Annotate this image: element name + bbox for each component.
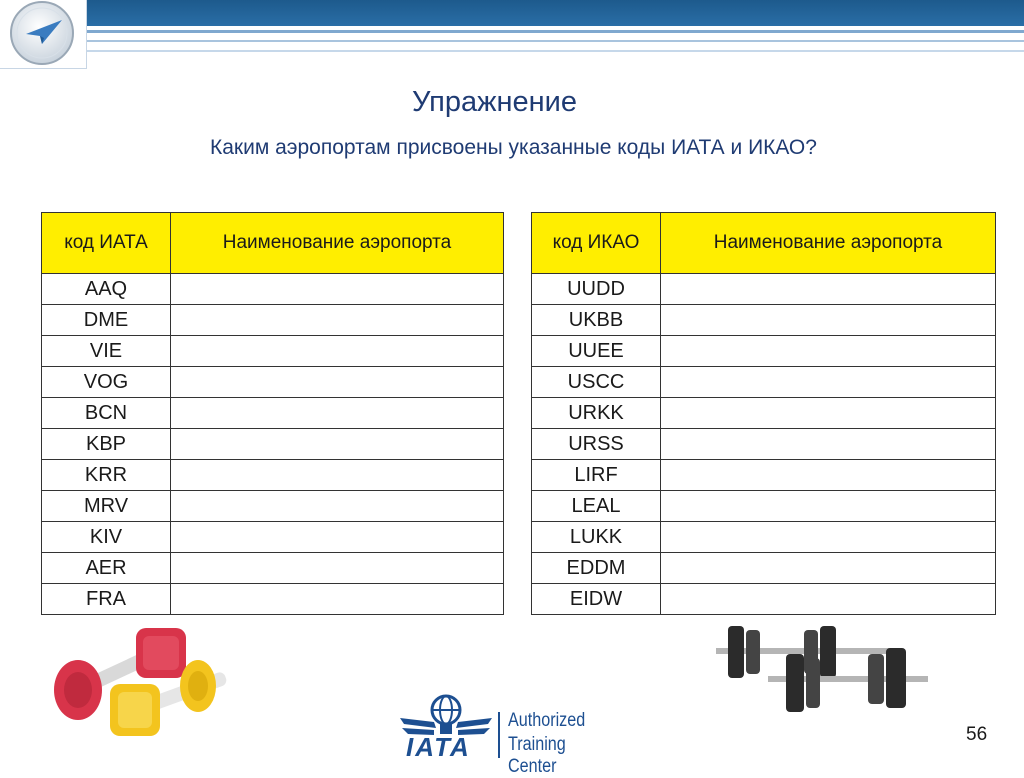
iata-code-cell: KBP	[42, 429, 171, 460]
slide-subtitle: Каким аэропортам присвоены указанные коды ИАТА и ИКАО?	[210, 136, 817, 159]
table-row	[42, 398, 504, 429]
icao-code-cell: EDDM	[532, 553, 661, 584]
icao-code-table	[531, 212, 996, 615]
airport-name-cell	[171, 398, 504, 429]
header-icao-code: код ИКАО	[532, 213, 661, 274]
table-row	[532, 336, 996, 367]
table-row	[42, 274, 504, 305]
corner-logo	[0, 0, 87, 69]
iata-code-cell: DME	[42, 305, 171, 336]
icao-code-cell: LEAL	[532, 491, 661, 522]
table-row	[532, 367, 996, 398]
icao-code-cell: LUKK	[532, 522, 661, 553]
paper-plane-icon	[2, 0, 84, 68]
table-row	[532, 398, 996, 429]
airport-name-cell	[661, 367, 996, 398]
airport-name-cell	[661, 553, 996, 584]
table-row	[42, 553, 504, 584]
iata-code-cell: AER	[42, 553, 171, 584]
iata-code-table	[41, 212, 504, 615]
logo-line-training-center: Training Center	[508, 734, 566, 777]
table-row	[532, 460, 996, 491]
table-row	[532, 584, 996, 615]
icao-code-cell: EIDW	[532, 584, 661, 615]
icao-code-cell: LIRF	[532, 460, 661, 491]
airport-name-cell	[661, 460, 996, 491]
iata-code-cell: KRR	[42, 460, 171, 491]
header-stripe	[86, 30, 1024, 33]
airport-name-cell	[661, 398, 996, 429]
iata-logo	[396, 688, 626, 777]
iata-wordmark: IATA	[406, 732, 471, 762]
page-number: 56	[966, 724, 988, 745]
icao-code-cell: UUEE	[532, 336, 661, 367]
airport-name-cell	[171, 522, 504, 553]
iata-code-cell: VIE	[42, 336, 171, 367]
header-dark-band	[86, 0, 1024, 26]
slide-title: Упражнение	[412, 86, 577, 118]
airport-name-cell	[661, 584, 996, 615]
table-row	[42, 336, 504, 367]
table-row	[42, 491, 504, 522]
table-row	[532, 274, 996, 305]
icao-code-cell: URKK	[532, 398, 661, 429]
logo-line-authorized: Authorized	[508, 710, 586, 731]
airport-name-cell	[171, 553, 504, 584]
iata-code-cell: AAQ	[42, 274, 171, 305]
dumbbells-image	[48, 622, 228, 742]
table-row	[532, 491, 996, 522]
airport-name-cell	[661, 305, 996, 336]
table-row	[42, 367, 504, 398]
table-row	[532, 429, 996, 460]
barbells-image	[708, 618, 928, 728]
header-airport-name: Наименование аэропорта	[661, 213, 996, 274]
airport-name-cell	[661, 274, 996, 305]
table-row	[42, 429, 504, 460]
iata-code-cell: MRV	[42, 491, 171, 522]
airport-name-cell	[661, 336, 996, 367]
airport-name-cell	[171, 336, 504, 367]
airport-name-cell	[171, 584, 504, 615]
airport-name-cell	[661, 522, 996, 553]
table-row	[532, 553, 996, 584]
table-row	[42, 522, 504, 553]
header-iata-code: код ИАТА	[42, 213, 171, 274]
table-row	[532, 305, 996, 336]
icao-code-cell: USCC	[532, 367, 661, 398]
airport-name-cell	[171, 491, 504, 522]
airport-name-cell	[661, 491, 996, 522]
header-stripe	[86, 50, 1024, 52]
iata-code-cell: VOG	[42, 367, 171, 398]
header-stripe	[86, 40, 1024, 42]
iata-code-cell: KIV	[42, 522, 171, 553]
table-row	[42, 584, 504, 615]
icao-code-cell: URSS	[532, 429, 661, 460]
table-row	[532, 522, 996, 553]
iata-code-cell: FRA	[42, 584, 171, 615]
header-airport-name: Наименование аэропорта	[171, 213, 504, 274]
airport-name-cell	[171, 274, 504, 305]
airport-name-cell	[171, 460, 504, 491]
airport-name-cell	[661, 429, 996, 460]
airport-name-cell	[171, 429, 504, 460]
airport-name-cell	[171, 305, 504, 336]
airport-name-cell	[171, 367, 504, 398]
icao-code-cell: UUDD	[532, 274, 661, 305]
table-row	[42, 305, 504, 336]
table-row	[42, 460, 504, 491]
icao-code-cell: UKBB	[532, 305, 661, 336]
iata-code-cell: BCN	[42, 398, 171, 429]
